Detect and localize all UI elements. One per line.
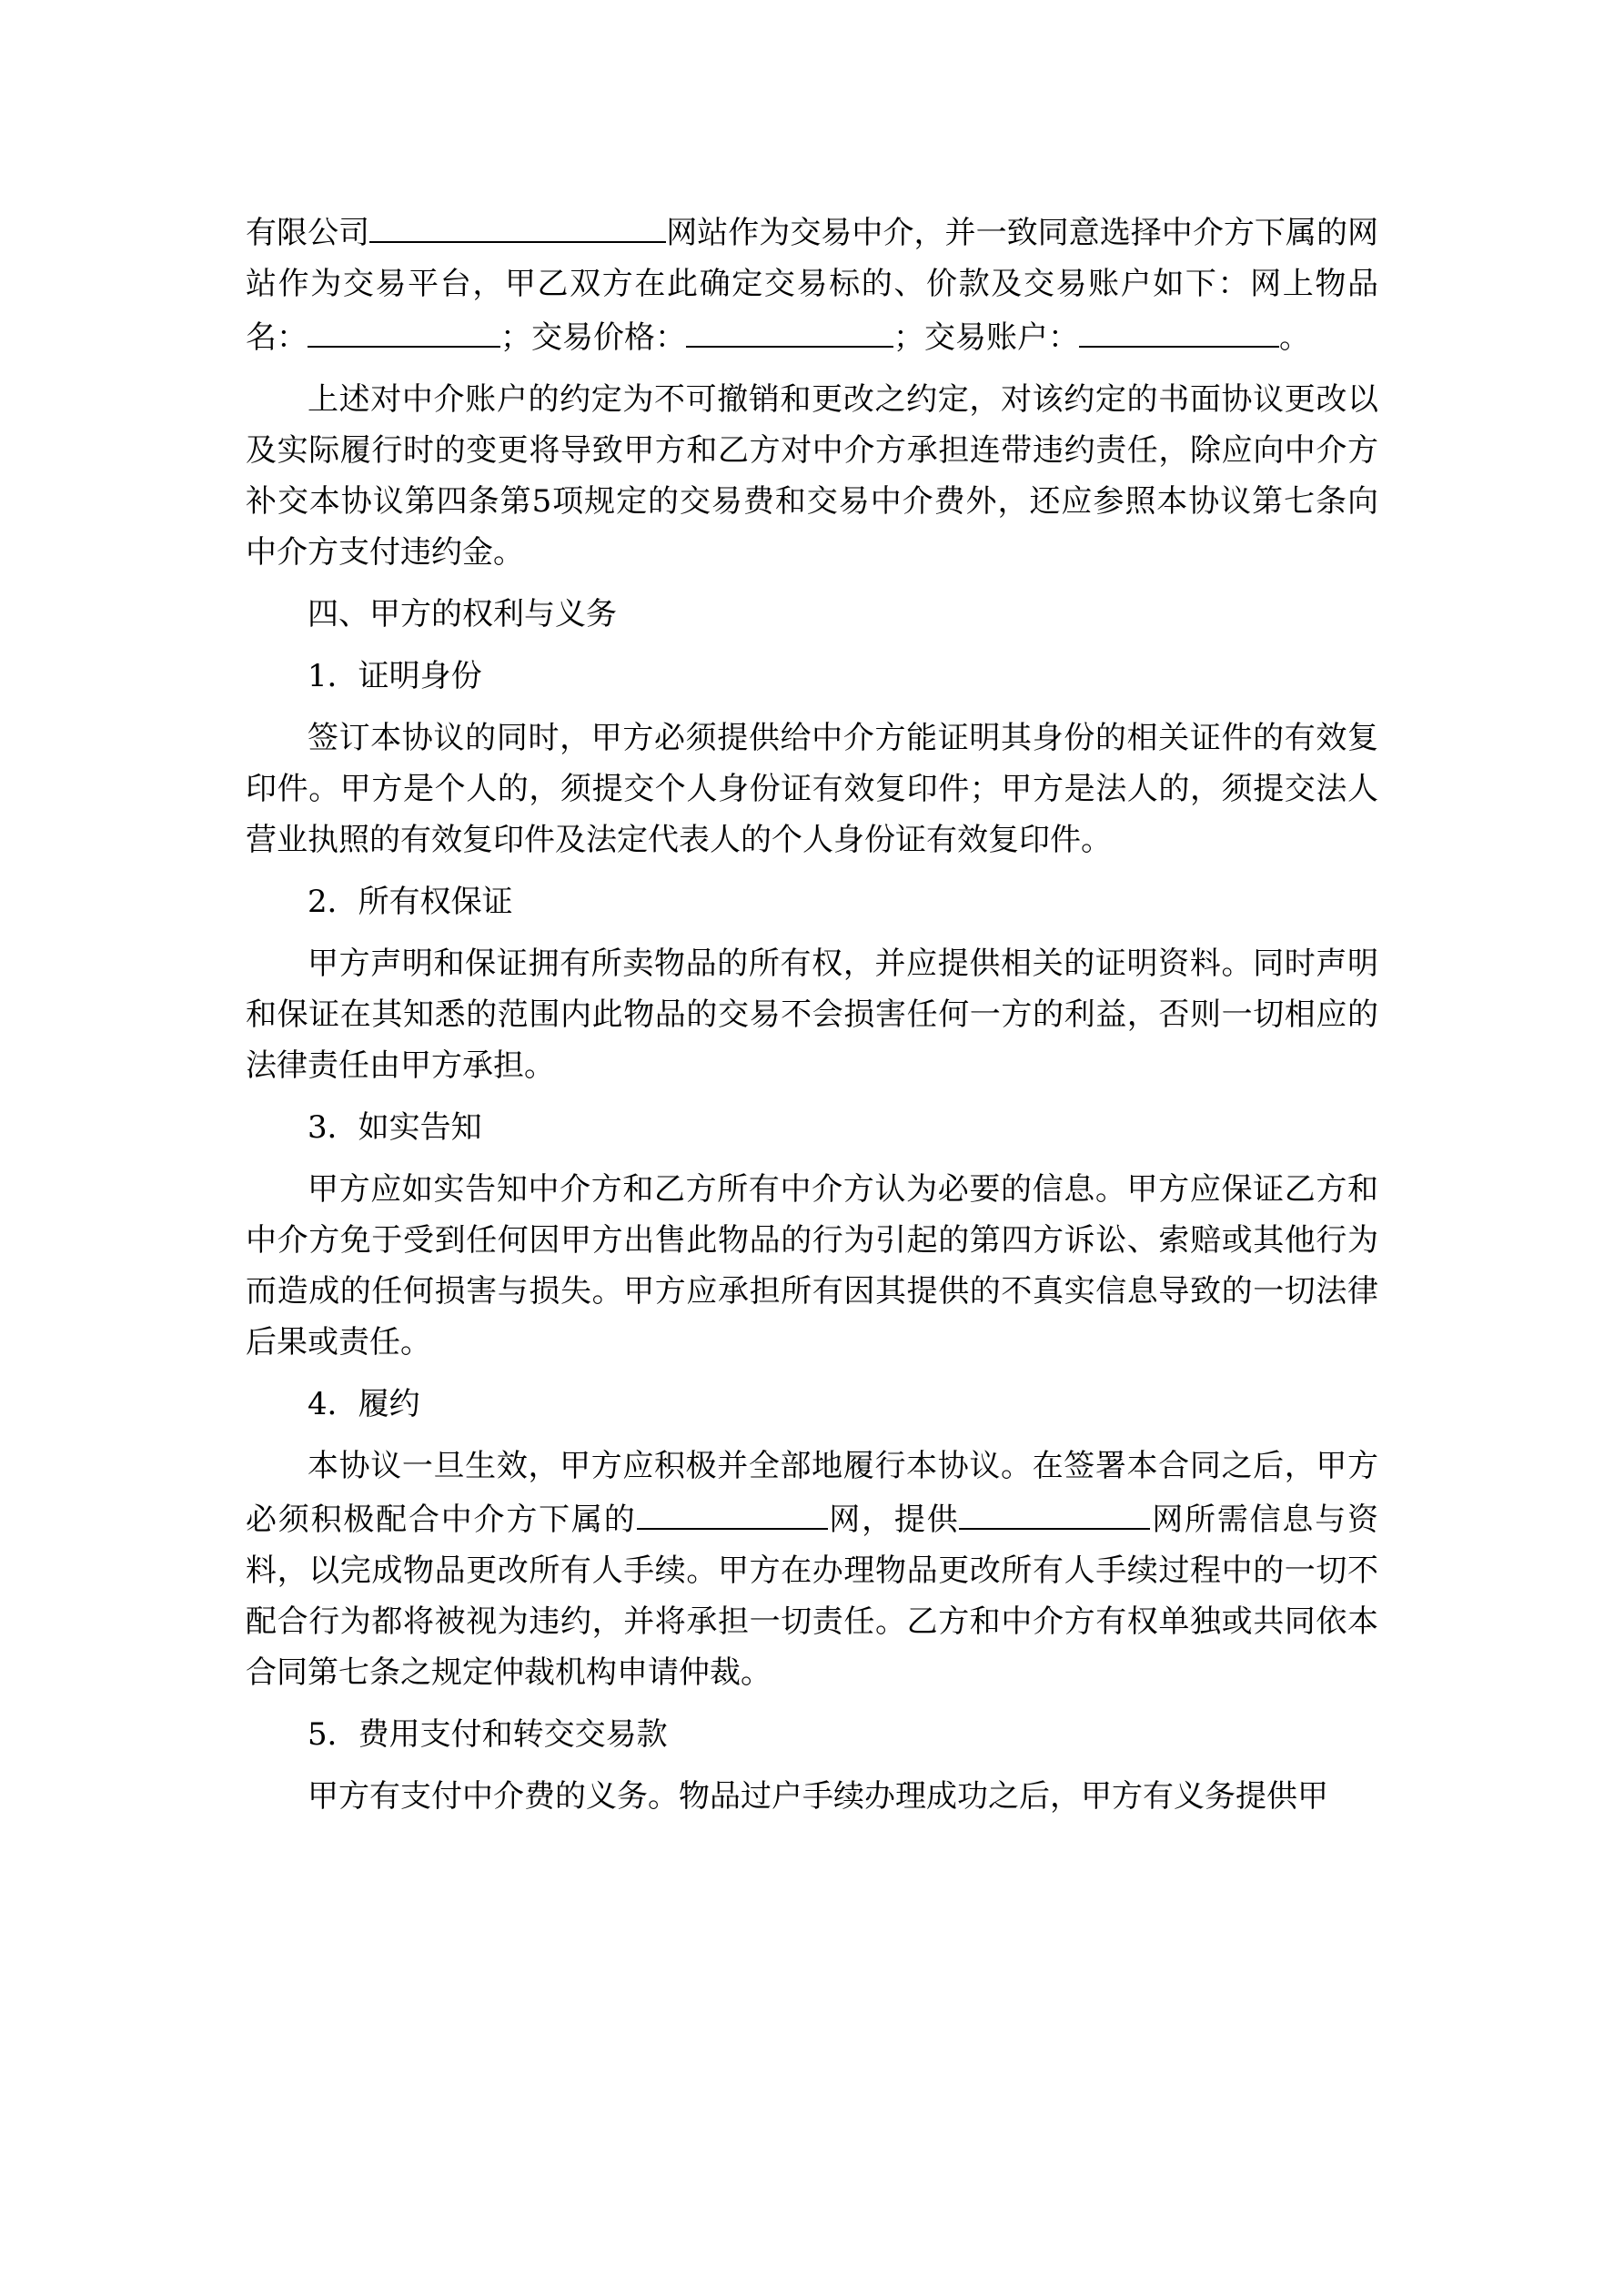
- section-heading-party-a-rights: 四、甲方的权利与义务: [308, 596, 617, 632]
- paragraph-account-agreement: 上述对中介账户的约定为不可撤销和更改之约定，对该约定的书面协议更改以及实际履行时的变更将导致甲方和乙方对中介方承担连带违约责任，除应向中介方补交本协议第四条第5项规定的交易费和交易中介费外，还应参照本协议第七条向中介方支付违约金。: [246, 381, 1378, 571]
- text-segment: 网所需信息与资料，以完成物品更改所有人手续。甲方在办理物品更改所有人手续过程中的一切不配合行为都将被视为违约，并将承担一切责任。乙方和中介方有权单独或共同依本合同第七条之规定仲裁机构申请仲裁。: [246, 1502, 1379, 1691]
- paragraph-fees: 甲方有支付中介费的义务。物品过户手续办理成功之后，甲方有义务提供甲: [308, 1778, 1328, 1815]
- blank-website-1: [637, 1492, 828, 1530]
- subheading-performance: 4．履约: [308, 1386, 420, 1422]
- paragraph-identity: 签订本协议的同时，甲方必须提供给中介方能证明其身份的相关证件的有效复印件。甲方是个人的，须提交个人身份证有效复印件；甲方是法人的，须提交法人营业执照的有效复印件及法定代表人的个人身份证有效复印件。: [246, 720, 1378, 858]
- blank-account: [1079, 309, 1279, 348]
- blank-price: [686, 309, 893, 348]
- blank-item-name: [308, 309, 500, 348]
- subheading-disclosure: 3．如实告知: [308, 1109, 482, 1146]
- text-segment: ；交易账户：: [893, 319, 1079, 356]
- paragraph-performance: [246, 1441, 1378, 1698]
- document-body: [246, 205, 1378, 1833]
- text-segment: ；交易价格：: [500, 319, 686, 356]
- text-segment: 网，提供: [827, 1502, 960, 1538]
- subheading-identity: 1．证明身份: [308, 658, 482, 694]
- subheading-fees: 5．费用支付和转交交易款: [308, 1716, 668, 1753]
- blank-company-website: [369, 205, 666, 243]
- paragraph-disclosure: 甲方应如实告知中介方和乙方所有中介方认为必要的信息。甲方应保证乙方和中介方免于受到任何因甲方出售此物品的行为引起的第四方诉讼、索赔或其他行为而造成的任何损害与损失。甲方应承担所有因其提供的不真实信息导致的一切法律后果或责任。: [246, 1171, 1378, 1360]
- paragraph-ownership: 甲方声明和保证拥有所卖物品的所有权，并应提供相关的证明资料。同时声明和保证在其知悉的范围内此物品的交易不会损害任何一方的利益，否则一切相应的法律责任由甲方承担。: [246, 946, 1378, 1084]
- text-segment: 有限公司: [246, 215, 370, 251]
- text-segment: 本协议一旦生效，甲方应积极并全部地履行本协议。在签署本合同之后，甲方必须积极配合中介方下属的: [246, 1448, 1378, 1538]
- blank-website-2: [959, 1492, 1150, 1530]
- paragraph-transaction-terms: [246, 205, 1378, 363]
- text-segment: 。: [1279, 319, 1310, 356]
- subheading-ownership: 2．所有权保证: [308, 884, 513, 920]
- text-segment: 网站作为交易中介，并一致同意选择中介方下属的网站作为交易平台，甲乙双方在此确定交易标的、价款及交易账户如下：网上物品名：: [246, 215, 1379, 356]
